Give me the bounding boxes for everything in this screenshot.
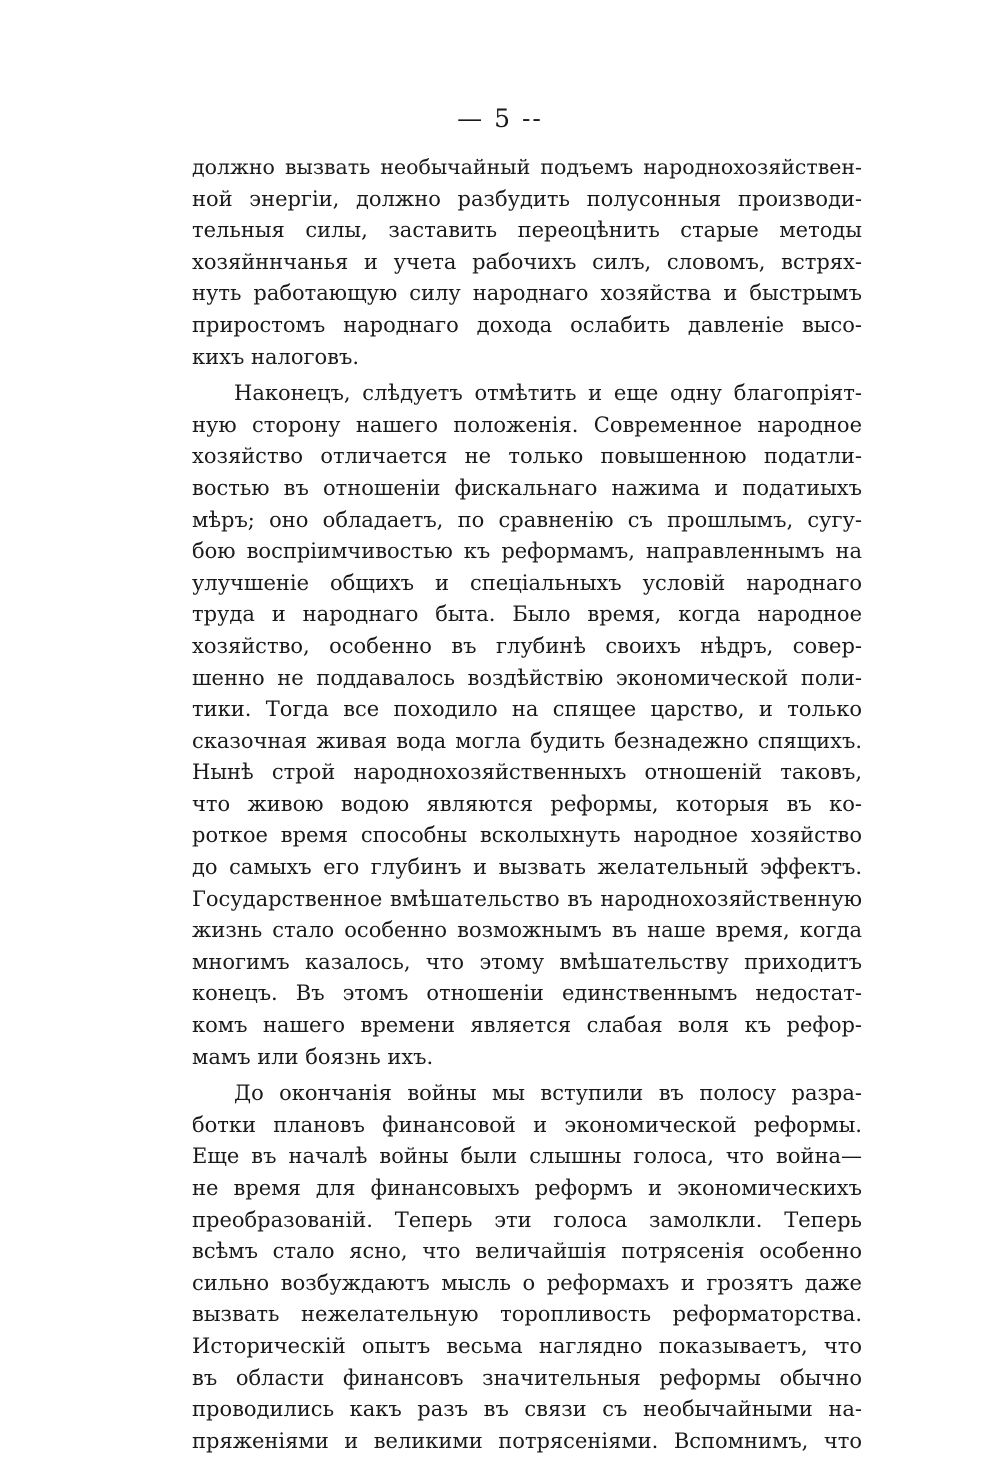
text-line: всѣмъ стало ясно, что величайшія потрясенія особенно [192, 1239, 862, 1264]
text-line: сказочная живая вода могла будить безнадежно спящихъ. [192, 728, 862, 753]
text-line: до самыхъ его глубинъ и вызвать желательный эффектъ. [192, 855, 862, 880]
text-line: труда и народнаго быта. Было время, когда народное [192, 602, 862, 627]
text-line: жизнь стало особенно возможнымъ въ наше время, когда [192, 918, 862, 943]
text-line: комъ нашего времени является слабая воля къ рефор- [192, 1013, 862, 1038]
page-number: — 5 -- [457, 104, 543, 133]
text-line: Государственное вмѣшательство въ народнохозяйственную [192, 886, 862, 911]
text-line: нуть работающую силу народнаго хозяйства и быстрымъ [192, 281, 862, 306]
text-line: роткое время способны всколыхнуть народное хозяйство [192, 823, 862, 848]
text-line: проводились какъ разъ въ связи съ необычайными на- [192, 1397, 862, 1422]
paragraph-1 [192, 152, 862, 373]
text-line: вызвать нежелательную торопливость реформаторства. [192, 1302, 862, 1327]
text-line: ботки плановъ финансовой и экономической реформы. [192, 1112, 862, 1137]
text-line: преобразованій. Теперь эти голоса замолкли. Теперь [192, 1207, 862, 1232]
text-line: бою воспріимчивостью къ реформамъ, направленнымъ на [192, 539, 862, 564]
text-line: Наконецъ, слѣдуетъ отмѣтить и еще одну благопріят- [234, 381, 862, 406]
text-line: мѣръ; оно обладаетъ, по сравненію съ прошлымъ, сугу- [192, 507, 862, 532]
text-line: востью въ отношеніи фискальнаго нажима и податиыхъ [192, 475, 862, 500]
text-line: что живою водою являются реформы, которыя въ ко- [192, 791, 862, 816]
text-line: хозяйство, особенно въ глубинѣ своихъ нѣдръ, совер- [192, 633, 862, 658]
text-line: До окончанія войны мы вступили въ полосу разра- [234, 1081, 862, 1106]
text-line: Еще въ началѣ войны были слышны голоса, что война— [192, 1144, 862, 1169]
text-line: въ области финансовъ значительныя реформы обычно [192, 1365, 862, 1390]
text-line: ную сторону нашего положенія. Современное народное [192, 412, 862, 437]
text-line: кихъ налоговъ. [192, 344, 360, 369]
text-line: пряженіями и великими потрясеніями. Вспомнимъ, что [192, 1428, 862, 1453]
text-line: хозяйннчанья и учета рабочихъ силъ, словомъ, встрях- [192, 249, 862, 274]
text-line: улучшеніе общихъ и спеціальныхъ условій народнаго [192, 570, 862, 595]
text-line: Историческій опытъ весьма наглядно показываетъ, что [192, 1333, 862, 1358]
text-line: тельныя силы, заставить переоцѣнить старые методы [192, 218, 862, 243]
text-line: мамъ или боязнь ихъ. [192, 1044, 434, 1069]
text-line: Нынѣ строй народнохозяйственныхъ отношеній таковъ, [192, 760, 862, 785]
paragraph-3 [192, 1078, 862, 1457]
text-line: конецъ. Въ этомъ отношеніи единственнымъ недостат- [192, 981, 862, 1006]
text-line: не время для финансовыхъ реформъ и экономическихъ [192, 1176, 862, 1200]
text-line: ной энергіи, должно разбудить полусонныя производи- [192, 186, 862, 211]
body-text [192, 152, 862, 1457]
paragraph-2 [192, 378, 862, 1073]
text-line: хозяйство отличается не только повышенною податли- [192, 444, 862, 469]
text-line: сильно возбуждаютъ мысль о реформахъ и грозятъ даже [192, 1270, 862, 1295]
text-line: многимъ казалось, что этому вмѣшательству приходитъ [192, 949, 862, 974]
text-line: тики. Тогда все походило на спящее царство, и только [192, 697, 862, 722]
text-line: шенно не поддавалось воздѣйствію экономической поли- [192, 665, 862, 690]
text-line: должно вызвать необычайный подъемъ народнохозяйствен- [192, 155, 862, 179]
text-line: приростомъ народнаго дохода ослабить давленіе высо- [192, 312, 862, 337]
